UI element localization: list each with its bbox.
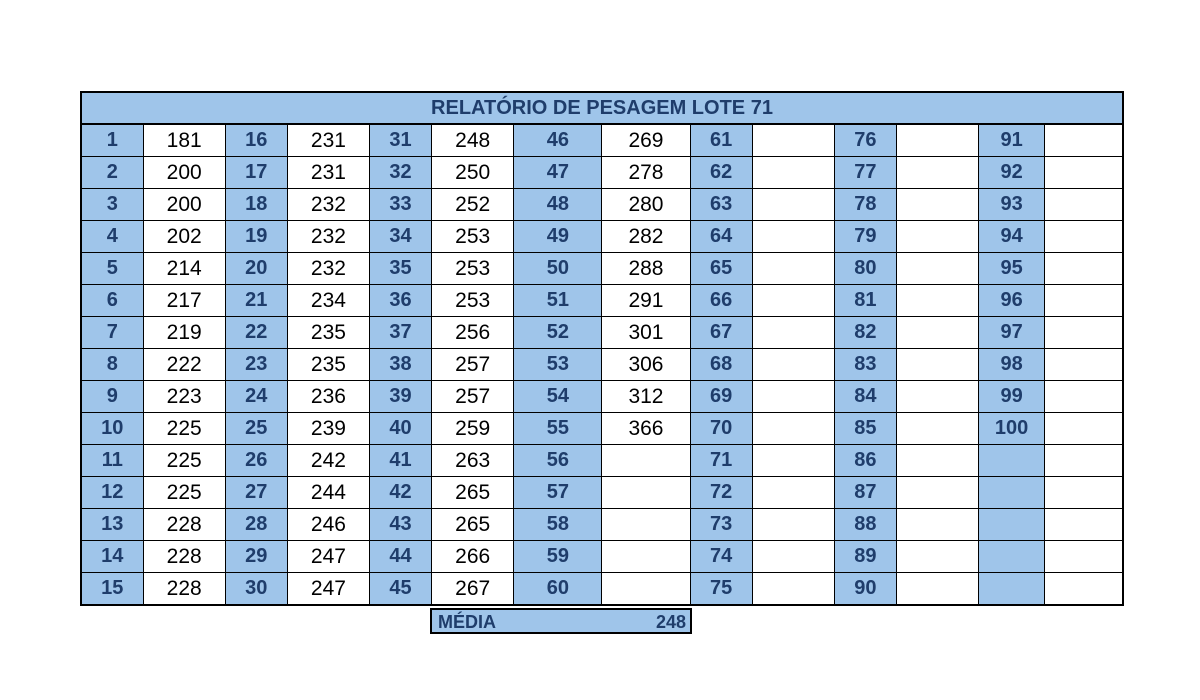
animal-number bbox=[979, 445, 1045, 477]
animal-number: 66 bbox=[690, 285, 752, 317]
animal-number: 90 bbox=[834, 573, 896, 606]
weight-value bbox=[896, 157, 978, 189]
animal-number: 44 bbox=[370, 541, 432, 573]
animal-number: 20 bbox=[225, 253, 287, 285]
weight-value bbox=[1045, 285, 1123, 317]
weight-value: 265 bbox=[432, 509, 514, 541]
animal-number: 94 bbox=[979, 221, 1045, 253]
animal-number: 31 bbox=[370, 124, 432, 157]
animal-number: 18 bbox=[225, 189, 287, 221]
animal-number: 45 bbox=[370, 573, 432, 606]
animal-number: 80 bbox=[834, 253, 896, 285]
weight-value bbox=[752, 445, 834, 477]
weight-value bbox=[752, 573, 834, 606]
report-title: RELATÓRIO DE PESAGEM LOTE 71 bbox=[81, 92, 1123, 124]
weight-value: 291 bbox=[602, 285, 690, 317]
weight-value: 253 bbox=[432, 285, 514, 317]
table-row bbox=[81, 157, 1123, 189]
weight-value: 278 bbox=[602, 157, 690, 189]
weight-value bbox=[602, 445, 690, 477]
weight-value bbox=[896, 381, 978, 413]
weight-value bbox=[752, 381, 834, 413]
weight-value: 280 bbox=[602, 189, 690, 221]
weight-value: 259 bbox=[432, 413, 514, 445]
weight-value: 231 bbox=[287, 124, 369, 157]
weight-value bbox=[896, 253, 978, 285]
weight-value: 246 bbox=[287, 509, 369, 541]
weight-value bbox=[1045, 477, 1123, 509]
weight-value bbox=[752, 317, 834, 349]
weight-value bbox=[896, 477, 978, 509]
table-row bbox=[81, 221, 1123, 253]
weight-value: 217 bbox=[143, 285, 225, 317]
animal-number: 46 bbox=[514, 124, 602, 157]
weight-value: 234 bbox=[287, 285, 369, 317]
animal-number: 10 bbox=[81, 413, 143, 445]
animal-number: 49 bbox=[514, 221, 602, 253]
animal-number: 55 bbox=[514, 413, 602, 445]
weight-value: 232 bbox=[287, 221, 369, 253]
weight-value bbox=[602, 541, 690, 573]
weight-value bbox=[896, 124, 978, 157]
animal-number: 73 bbox=[690, 509, 752, 541]
weight-value: 232 bbox=[287, 189, 369, 221]
weight-value: 239 bbox=[287, 413, 369, 445]
weight-value bbox=[1045, 509, 1123, 541]
weight-value bbox=[752, 189, 834, 221]
animal-number: 51 bbox=[514, 285, 602, 317]
animal-number: 35 bbox=[370, 253, 432, 285]
animal-number: 22 bbox=[225, 317, 287, 349]
animal-number bbox=[979, 541, 1045, 573]
weight-value: 253 bbox=[432, 253, 514, 285]
animal-number: 38 bbox=[370, 349, 432, 381]
animal-number: 98 bbox=[979, 349, 1045, 381]
animal-number: 70 bbox=[690, 413, 752, 445]
animal-number: 4 bbox=[81, 221, 143, 253]
weight-value bbox=[1045, 157, 1123, 189]
animal-number: 17 bbox=[225, 157, 287, 189]
animal-number: 34 bbox=[370, 221, 432, 253]
weight-value bbox=[752, 509, 834, 541]
weight-value bbox=[896, 541, 978, 573]
animal-number: 77 bbox=[834, 157, 896, 189]
weight-value bbox=[1045, 124, 1123, 157]
weight-value: 248 bbox=[432, 124, 514, 157]
weight-value bbox=[896, 285, 978, 317]
animal-number: 40 bbox=[370, 413, 432, 445]
animal-number: 85 bbox=[834, 413, 896, 445]
weight-value: 257 bbox=[432, 349, 514, 381]
animal-number: 68 bbox=[690, 349, 752, 381]
weight-value: 252 bbox=[432, 189, 514, 221]
weight-value bbox=[752, 285, 834, 317]
average-box bbox=[430, 608, 692, 634]
animal-number: 25 bbox=[225, 413, 287, 445]
weight-value bbox=[1045, 221, 1123, 253]
weight-value: 250 bbox=[432, 157, 514, 189]
weight-value: 231 bbox=[287, 157, 369, 189]
animal-number: 6 bbox=[81, 285, 143, 317]
weight-value: 247 bbox=[287, 573, 369, 606]
animal-number: 19 bbox=[225, 221, 287, 253]
weight-value bbox=[752, 413, 834, 445]
weight-value bbox=[1045, 541, 1123, 573]
animal-number: 32 bbox=[370, 157, 432, 189]
weight-value: 301 bbox=[602, 317, 690, 349]
weight-value: 306 bbox=[602, 349, 690, 381]
average-value: 248 bbox=[655, 612, 686, 632]
weighing-report-table bbox=[80, 91, 1124, 606]
weight-value: 269 bbox=[602, 124, 690, 157]
animal-number: 11 bbox=[81, 445, 143, 477]
table-row bbox=[81, 445, 1123, 477]
animal-number: 15 bbox=[81, 573, 143, 606]
weight-value: 312 bbox=[602, 381, 690, 413]
weight-value: 235 bbox=[287, 349, 369, 381]
animal-number: 8 bbox=[81, 349, 143, 381]
animal-number: 16 bbox=[225, 124, 287, 157]
animal-number: 71 bbox=[690, 445, 752, 477]
table-row bbox=[81, 477, 1123, 509]
weight-value: 266 bbox=[432, 541, 514, 573]
weight-value bbox=[896, 573, 978, 606]
weight-value bbox=[602, 477, 690, 509]
animal-number: 37 bbox=[370, 317, 432, 349]
animal-number: 57 bbox=[514, 477, 602, 509]
animal-number bbox=[979, 477, 1045, 509]
table-row bbox=[81, 413, 1123, 445]
table-row bbox=[81, 349, 1123, 381]
animal-number: 13 bbox=[81, 509, 143, 541]
weight-value bbox=[752, 124, 834, 157]
weight-value: 228 bbox=[143, 573, 225, 606]
animal-number: 54 bbox=[514, 381, 602, 413]
animal-number: 87 bbox=[834, 477, 896, 509]
table-row bbox=[81, 253, 1123, 285]
animal-number: 21 bbox=[225, 285, 287, 317]
weight-value: 244 bbox=[287, 477, 369, 509]
animal-number: 27 bbox=[225, 477, 287, 509]
table-row bbox=[81, 317, 1123, 349]
weight-value: 265 bbox=[432, 477, 514, 509]
animal-number: 86 bbox=[834, 445, 896, 477]
animal-number: 95 bbox=[979, 253, 1045, 285]
animal-number: 3 bbox=[81, 189, 143, 221]
weight-value: 235 bbox=[287, 317, 369, 349]
animal-number: 75 bbox=[690, 573, 752, 606]
table-row bbox=[81, 573, 1123, 606]
weight-value: 256 bbox=[432, 317, 514, 349]
weight-value bbox=[602, 573, 690, 606]
animal-number: 53 bbox=[514, 349, 602, 381]
average-label: MÉDIA bbox=[438, 612, 496, 632]
weight-value bbox=[896, 349, 978, 381]
weighing-rows bbox=[81, 124, 1123, 605]
table-row bbox=[81, 381, 1123, 413]
animal-number: 47 bbox=[514, 157, 602, 189]
weight-value: 228 bbox=[143, 509, 225, 541]
animal-number: 83 bbox=[834, 349, 896, 381]
weight-value bbox=[1045, 381, 1123, 413]
animal-number: 65 bbox=[690, 253, 752, 285]
weight-value bbox=[752, 541, 834, 573]
weight-value bbox=[752, 253, 834, 285]
weight-value bbox=[1045, 573, 1123, 606]
animal-number: 24 bbox=[225, 381, 287, 413]
animal-number: 62 bbox=[690, 157, 752, 189]
weight-value: 282 bbox=[602, 221, 690, 253]
weight-value: 232 bbox=[287, 253, 369, 285]
weight-value bbox=[752, 157, 834, 189]
animal-number: 92 bbox=[979, 157, 1045, 189]
animal-number: 28 bbox=[225, 509, 287, 541]
weight-value: 225 bbox=[143, 477, 225, 509]
animal-number: 58 bbox=[514, 509, 602, 541]
weight-value bbox=[896, 445, 978, 477]
animal-number: 7 bbox=[81, 317, 143, 349]
animal-number: 52 bbox=[514, 317, 602, 349]
weighing-grid bbox=[80, 91, 1124, 606]
animal-number: 26 bbox=[225, 445, 287, 477]
animal-number: 56 bbox=[514, 445, 602, 477]
weight-value: 225 bbox=[143, 413, 225, 445]
animal-number bbox=[979, 573, 1045, 606]
animal-number: 60 bbox=[514, 573, 602, 606]
weight-value bbox=[1045, 253, 1123, 285]
weight-value bbox=[752, 221, 834, 253]
weight-value bbox=[602, 509, 690, 541]
animal-number: 64 bbox=[690, 221, 752, 253]
animal-number bbox=[979, 509, 1045, 541]
weight-value: 247 bbox=[287, 541, 369, 573]
weight-value bbox=[896, 189, 978, 221]
weight-value bbox=[896, 221, 978, 253]
weight-value bbox=[752, 349, 834, 381]
animal-number: 42 bbox=[370, 477, 432, 509]
weight-value: 288 bbox=[602, 253, 690, 285]
weight-value: 366 bbox=[602, 413, 690, 445]
animal-number: 5 bbox=[81, 253, 143, 285]
animal-number: 14 bbox=[81, 541, 143, 573]
weight-value: 253 bbox=[432, 221, 514, 253]
table-row bbox=[81, 509, 1123, 541]
weight-value bbox=[752, 477, 834, 509]
animal-number: 91 bbox=[979, 124, 1045, 157]
weight-value bbox=[1045, 317, 1123, 349]
weight-value: 202 bbox=[143, 221, 225, 253]
animal-number: 97 bbox=[979, 317, 1045, 349]
weight-value bbox=[1045, 349, 1123, 381]
weight-value bbox=[896, 509, 978, 541]
weight-value: 214 bbox=[143, 253, 225, 285]
weight-value: 223 bbox=[143, 381, 225, 413]
animal-number: 59 bbox=[514, 541, 602, 573]
animal-number: 84 bbox=[834, 381, 896, 413]
weight-value: 267 bbox=[432, 573, 514, 606]
animal-number: 63 bbox=[690, 189, 752, 221]
animal-number: 79 bbox=[834, 221, 896, 253]
weight-value: 236 bbox=[287, 381, 369, 413]
animal-number: 67 bbox=[690, 317, 752, 349]
weight-value bbox=[1045, 445, 1123, 477]
animal-number: 43 bbox=[370, 509, 432, 541]
animal-number: 48 bbox=[514, 189, 602, 221]
animal-number: 61 bbox=[690, 124, 752, 157]
weight-value: 263 bbox=[432, 445, 514, 477]
weight-value: 257 bbox=[432, 381, 514, 413]
weight-value: 225 bbox=[143, 445, 225, 477]
animal-number: 89 bbox=[834, 541, 896, 573]
animal-number: 41 bbox=[370, 445, 432, 477]
table-row bbox=[81, 285, 1123, 317]
animal-number: 33 bbox=[370, 189, 432, 221]
weight-value: 181 bbox=[143, 124, 225, 157]
weight-value: 200 bbox=[143, 189, 225, 221]
animal-number: 72 bbox=[690, 477, 752, 509]
animal-number: 12 bbox=[81, 477, 143, 509]
animal-number: 82 bbox=[834, 317, 896, 349]
animal-number: 100 bbox=[979, 413, 1045, 445]
weight-value: 228 bbox=[143, 541, 225, 573]
animal-number: 30 bbox=[225, 573, 287, 606]
animal-number: 88 bbox=[834, 509, 896, 541]
animal-number: 76 bbox=[834, 124, 896, 157]
table-row bbox=[81, 189, 1123, 221]
animal-number: 81 bbox=[834, 285, 896, 317]
animal-number: 23 bbox=[225, 349, 287, 381]
animal-number: 96 bbox=[979, 285, 1045, 317]
animal-number: 2 bbox=[81, 157, 143, 189]
animal-number: 99 bbox=[979, 381, 1045, 413]
animal-number: 50 bbox=[514, 253, 602, 285]
table-row bbox=[81, 541, 1123, 573]
animal-number: 93 bbox=[979, 189, 1045, 221]
animal-number: 36 bbox=[370, 285, 432, 317]
weight-value: 222 bbox=[143, 349, 225, 381]
weight-value: 200 bbox=[143, 157, 225, 189]
table-row bbox=[81, 124, 1123, 157]
weight-value bbox=[896, 317, 978, 349]
animal-number: 9 bbox=[81, 381, 143, 413]
weight-value: 242 bbox=[287, 445, 369, 477]
animal-number: 69 bbox=[690, 381, 752, 413]
weight-value: 219 bbox=[143, 317, 225, 349]
weight-value bbox=[896, 413, 978, 445]
animal-number: 74 bbox=[690, 541, 752, 573]
animal-number: 29 bbox=[225, 541, 287, 573]
weight-value bbox=[1045, 189, 1123, 221]
animal-number: 78 bbox=[834, 189, 896, 221]
animal-number: 1 bbox=[81, 124, 143, 157]
animal-number: 39 bbox=[370, 381, 432, 413]
weight-value bbox=[1045, 413, 1123, 445]
